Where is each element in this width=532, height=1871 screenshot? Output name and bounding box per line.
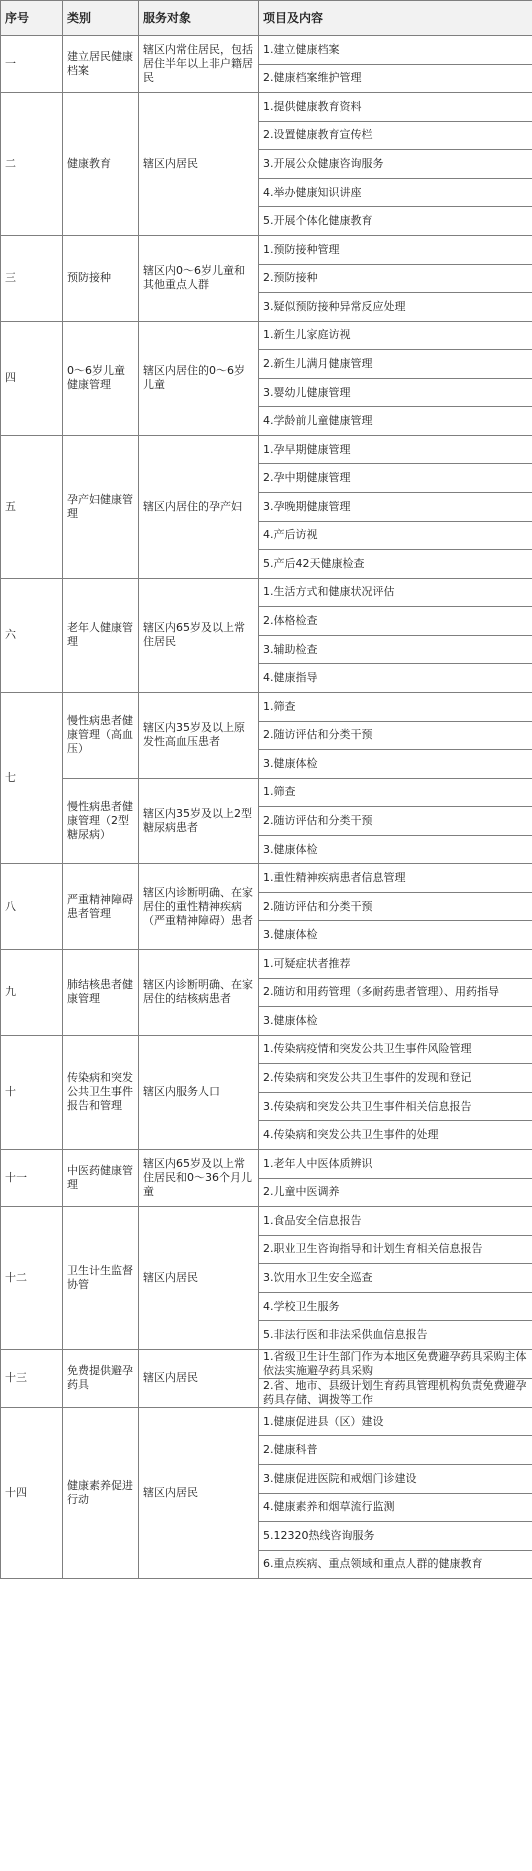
cell-item: 1.筛查 [259, 692, 532, 721]
cell-item: 1.省级卫生计生部门作为本地区免费避孕药具采购主体依法实施避孕药具采购 [259, 1349, 532, 1378]
cell-seq: 八 [1, 864, 63, 950]
cell-category: 慢性病患者健康管理（高血压） [63, 692, 139, 778]
table-row [1, 435, 532, 464]
cell-seq: 十二 [1, 1207, 63, 1350]
cell-item: 1.食品安全信息报告 [259, 1207, 532, 1236]
cell-item: 4.传染病和突发公共卫生事件的处理 [259, 1121, 532, 1150]
cell-category: 孕产妇健康管理 [63, 435, 139, 578]
cell-category: 严重精神障碍患者管理 [63, 864, 139, 950]
cell-item: 2.设置健康教育宣传栏 [259, 121, 532, 150]
cell-item: 2.新生儿满月健康管理 [259, 350, 532, 379]
cell-item: 3.健康体检 [259, 921, 532, 950]
cell-item: 3.辅助检查 [259, 635, 532, 664]
table-header-row [1, 1, 532, 36]
table-row [1, 1207, 532, 1236]
cell-seq: 九 [1, 950, 63, 1036]
cell-item: 4.健康指导 [259, 664, 532, 693]
cell-target: 辖区内居民 [139, 93, 259, 236]
cell-item: 3.健康体检 [259, 835, 532, 864]
cell-seq: 十四 [1, 1407, 63, 1578]
cell-item: 2.职业卫生咨询指导和计划生育相关信息报告 [259, 1235, 532, 1264]
cell-item: 1.传染病疫情和突发公共卫生事件风险管理 [259, 1035, 532, 1064]
header-seq: 序号 [1, 1, 63, 36]
cell-seq: 五 [1, 435, 63, 578]
cell-item: 2.随访评估和分类干预 [259, 892, 532, 921]
cell-item: 1.重性精神疾病患者信息管理 [259, 864, 532, 893]
cell-target: 辖区内居住的孕产妇 [139, 435, 259, 578]
cell-item: 3.健康体检 [259, 750, 532, 779]
cell-item: 2.健康科普 [259, 1436, 532, 1465]
cell-category: 建立居民健康档案 [63, 36, 139, 93]
cell-item: 3.疑似预防接种异常反应处理 [259, 293, 532, 322]
cell-category: 慢性病患者健康管理（2型糖尿病） [63, 778, 139, 864]
header-category: 类别 [63, 1, 139, 36]
cell-target: 辖区内35岁及以上2型糖尿病患者 [139, 778, 259, 864]
cell-item: 3.孕晚期健康管理 [259, 493, 532, 522]
table-row [1, 950, 532, 979]
cell-target: 辖区内35岁及以上原发性高血压患者 [139, 692, 259, 778]
cell-item: 4.产后访视 [259, 521, 532, 550]
cell-seq: 七 [1, 692, 63, 863]
table-row [1, 1407, 532, 1436]
cell-item: 2.随访评估和分类干预 [259, 807, 532, 836]
cell-item: 5.产后42天健康检查 [259, 550, 532, 579]
cell-seq: 十 [1, 1035, 63, 1149]
cell-category: 健康教育 [63, 93, 139, 236]
cell-category: 中医药健康管理 [63, 1149, 139, 1206]
cell-item: 1.新生儿家庭访视 [259, 321, 532, 350]
table-row [1, 235, 532, 264]
cell-item: 4.健康素养和烟草流行监测 [259, 1493, 532, 1522]
cell-target: 辖区内65岁及以上常住居民 [139, 578, 259, 692]
cell-item: 1.健康促进县（区）建设 [259, 1407, 532, 1436]
table-row [1, 864, 532, 893]
cell-item: 1.老年人中医体质辨识 [259, 1149, 532, 1178]
cell-item: 5.非法行医和非法采供血信息报告 [259, 1321, 532, 1350]
cell-item: 1.建立健康档案 [259, 36, 532, 65]
cell-target: 辖区内65岁及以上常住居民和0～36个月儿童 [139, 1149, 259, 1206]
cell-item: 1.可疑症状者推荐 [259, 950, 532, 979]
table-row [1, 778, 532, 807]
cell-item: 1.预防接种管理 [259, 235, 532, 264]
header-target: 服务对象 [139, 1, 259, 36]
cell-item: 2.传染病和突发公共卫生事件的发现和登记 [259, 1064, 532, 1093]
table-row [1, 36, 532, 65]
cell-seq: 二 [1, 93, 63, 236]
cell-category: 肺结核患者健康管理 [63, 950, 139, 1036]
cell-target: 辖区内居民 [139, 1407, 259, 1578]
cell-seq: 一 [1, 36, 63, 93]
cell-item: 4.举办健康知识讲座 [259, 178, 532, 207]
table-row [1, 692, 532, 721]
cell-category: 卫生计生监督协管 [63, 1207, 139, 1350]
cell-item: 1.孕早期健康管理 [259, 435, 532, 464]
cell-category: 0～6岁儿童健康管理 [63, 321, 139, 435]
table-row [1, 1035, 532, 1064]
cell-category: 老年人健康管理 [63, 578, 139, 692]
cell-item: 5.12320热线咨询服务 [259, 1522, 532, 1551]
cell-seq: 十三 [1, 1349, 63, 1407]
cell-item: 3.婴幼儿健康管理 [259, 378, 532, 407]
table-row [1, 321, 532, 350]
cell-category: 传染病和突发公共卫生事件报告和管理 [63, 1035, 139, 1149]
cell-target: 辖区内诊断明确、在家居住的结核病患者 [139, 950, 259, 1036]
cell-target: 辖区内居住的0～6岁儿童 [139, 321, 259, 435]
cell-item: 2.预防接种 [259, 264, 532, 293]
cell-item: 2.省、地市、县级计划生育药具管理机构负责免费避孕药具存储、调拨等工作 [259, 1378, 532, 1407]
cell-item: 3.饮用水卫生安全巡查 [259, 1264, 532, 1293]
table-row [1, 1349, 532, 1378]
cell-item: 1.生活方式和健康状况评估 [259, 578, 532, 607]
cell-target: 辖区内服务人口 [139, 1035, 259, 1149]
cell-item: 6.重点疾病、重点领域和重点人群的健康教育 [259, 1550, 532, 1579]
table-row [1, 1149, 532, 1178]
cell-seq: 六 [1, 578, 63, 692]
cell-item: 5.开展个体化健康教育 [259, 207, 532, 236]
cell-item: 1.筛查 [259, 778, 532, 807]
header-items: 项目及内容 [259, 1, 532, 36]
table-row [1, 93, 532, 122]
cell-item: 2.体格检查 [259, 607, 532, 636]
cell-item: 3.健康促进医院和戒烟门诊建设 [259, 1465, 532, 1494]
cell-category: 预防接种 [63, 235, 139, 321]
cell-item: 2.儿童中医调养 [259, 1178, 532, 1207]
cell-item: 2.随访评估和分类干预 [259, 721, 532, 750]
cell-item: 3.开展公众健康咨询服务 [259, 150, 532, 179]
cell-target: 辖区内居民 [139, 1349, 259, 1407]
cell-seq: 四 [1, 321, 63, 435]
table-row [1, 578, 532, 607]
cell-category: 健康素养促进行动 [63, 1407, 139, 1578]
cell-item: 1.提供健康教育资料 [259, 93, 532, 122]
cell-target: 辖区内常住居民，包括居住半年以上非户籍居民 [139, 36, 259, 93]
cell-seq: 三 [1, 235, 63, 321]
cell-item: 2.孕中期健康管理 [259, 464, 532, 493]
cell-target: 辖区内诊断明确、在家居住的重性精神疾病（严重精神障碍）患者 [139, 864, 259, 950]
cell-item: 2.健康档案维护管理 [259, 64, 532, 93]
cell-category: 免费提供避孕药具 [63, 1349, 139, 1407]
cell-item: 3.传染病和突发公共卫生事件相关信息报告 [259, 1092, 532, 1121]
cell-seq: 十一 [1, 1149, 63, 1206]
cell-item: 4.学校卫生服务 [259, 1292, 532, 1321]
cell-item: 3.健康体检 [259, 1007, 532, 1036]
cell-target: 辖区内0～6岁儿童和其他重点人群 [139, 235, 259, 321]
cell-item: 4.学龄前儿童健康管理 [259, 407, 532, 436]
cell-target: 辖区内居民 [139, 1207, 259, 1350]
cell-item: 2.随访和用药管理（多耐药患者管理）、用药指导 [259, 978, 532, 1007]
